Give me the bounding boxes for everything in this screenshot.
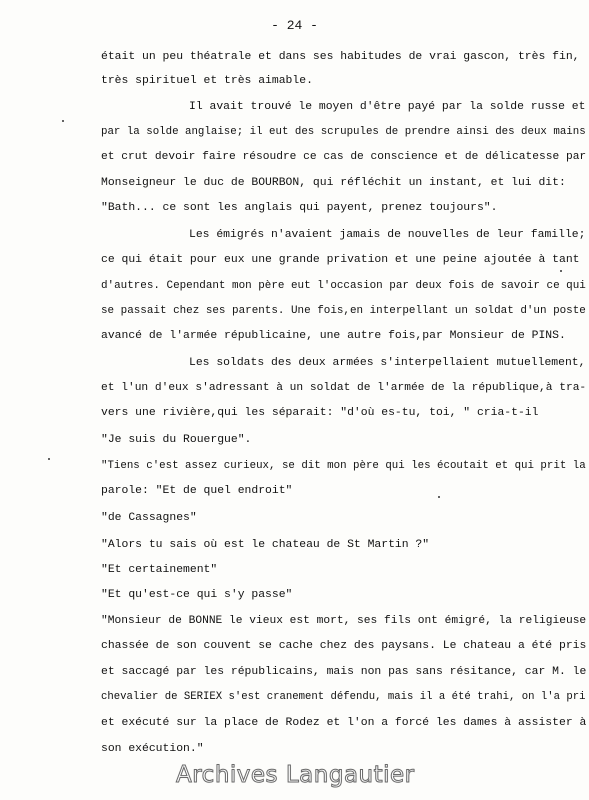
text-line: était un peu théatrale et dans ses habitudes de vrai gascon, très fin, (101, 51, 580, 63)
text-line: et exécuté sur la place de Rodez et l'on a forcé les dames à assister à (101, 717, 587, 729)
text-line: "Et certainement" (101, 564, 218, 576)
text-line: son exécution." (101, 743, 204, 755)
text-line: "Je suis du Rouergue". (101, 434, 252, 446)
archive-watermark: Archives Langautier (176, 762, 415, 788)
text-line: "de Cassagnes" (101, 512, 197, 524)
text-line: chevalier de SERIEX s'est cranement défendu, mais il a été trahi, on l'a pri (101, 691, 586, 703)
text-line: "Bath... ce sont les anglais qui payent, prenez toujours". (101, 202, 498, 214)
text-line: avancé de l'armée républicaine, une autre fois,par Monsieur de PINS. (101, 330, 566, 342)
paper-speck (48, 458, 50, 460)
text-line: parole: "Et de quel endroit" (101, 485, 293, 497)
text-line: et l'un d'eux s'adressant à un soldat de l'armée de la république,à tra- (101, 382, 587, 394)
paper-speck (438, 496, 440, 498)
text-line: et saccagé par les républicains, mais non pas sans résitance, car M. le (101, 666, 587, 678)
paper-speck (560, 270, 562, 272)
text-line: "Et qu'est-ce qui s'y passe" (101, 589, 293, 601)
text-line: Les soldats des deux armées s'interpellaient mutuellement, (189, 357, 586, 369)
text-line: chassée de son couvent se cache chez des paysans. Le chateau a été pris (101, 640, 587, 652)
text-line: très spirituel et très aimable. (101, 75, 313, 87)
text-line: Les émigrés n'avaient jamais de nouvelles de leur famille; (189, 229, 586, 241)
text-line: Il avait trouvé le moyen d'être payé par la solde russe et (189, 101, 586, 113)
text-line: et crut devoir faire résoudre ce cas de conscience et de délicatesse par (101, 151, 587, 163)
text-line: Monseigneur le duc de BOURBON, qui réfléchit un instant, et lui dit: (101, 177, 566, 189)
paper-speck (62, 120, 64, 122)
text-line: ce qui était pour eux une grande privation et une peine ajoutée à tant (101, 254, 580, 266)
page-number: - 24 - (271, 18, 318, 33)
text-line: "Alors tu sais où est le chateau de St Martin ?" (101, 539, 430, 551)
text-line: vers une rivière,qui les séparait: "d'où es-tu, toi, " cria-t-il (101, 407, 539, 419)
text-line: "Monsieur de BONNE le vieux est mort, ses fils ont émigré, la religieuse (101, 615, 587, 627)
text-line: se passait chez ses parents. Une fois,en interpellant un soldat d'un poste (101, 305, 586, 317)
text-line: "Tiens c'est assez curieux, se dit mon père qui les écoutait et qui prit la (101, 460, 586, 472)
text-line: par la solde anglaise; il eut des scrupules de prendre ainsi des deux mains (101, 126, 586, 138)
text-line: d'autres. Cependant mon père eut l'occasion par deux fois de savoir ce qui (101, 280, 586, 292)
